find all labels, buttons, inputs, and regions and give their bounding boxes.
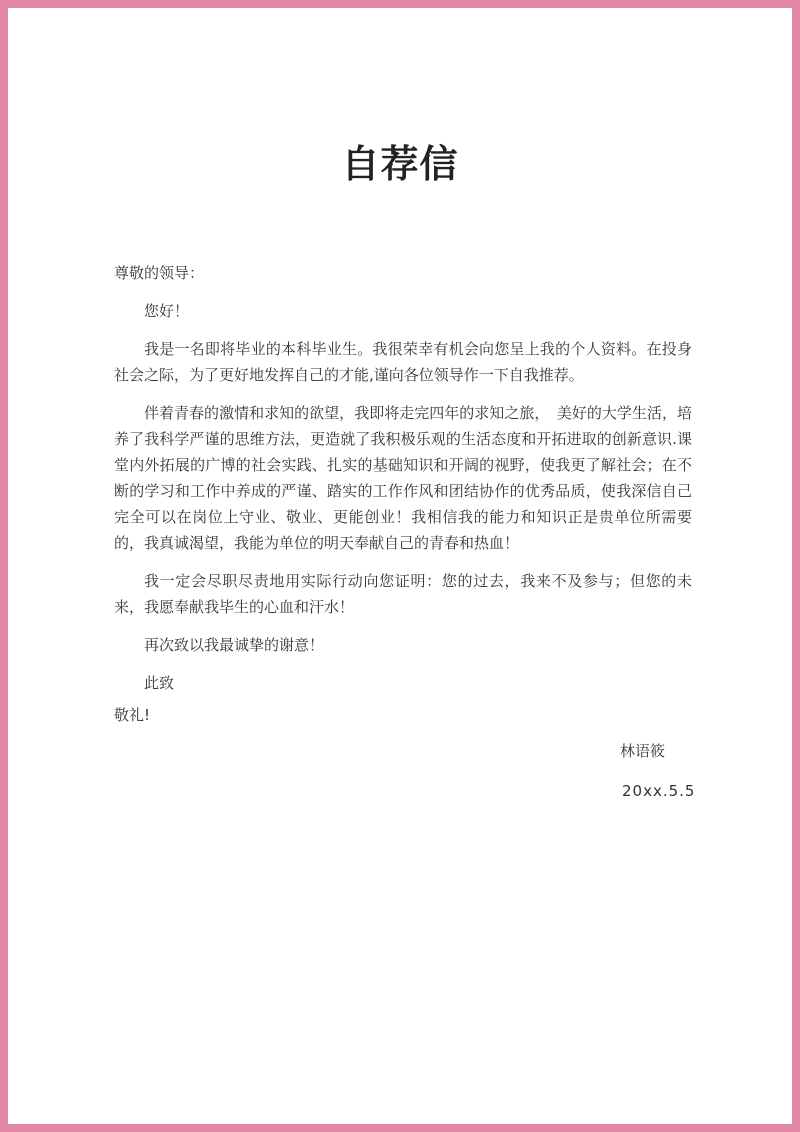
closing-jingli: 敬礼!: [114, 706, 151, 724]
paragraph-thanks: 再次致以我最诚挚的谢意！: [144, 636, 325, 654]
signature-name: 林语筱: [620, 742, 666, 760]
salutation: 尊敬的领导：: [114, 264, 205, 282]
page-title: 自荐信: [341, 142, 459, 186]
paragraph-intro: 我是一名即将毕业的本科毕业生。我很荣幸有机会向您呈上我的个人资料。在投身社会之际，为了更好地发挥自己的才能,谨向各位领导作一下自我推荐。: [114, 340, 692, 384]
closing-cizhi: 此致: [144, 674, 175, 692]
paragraph-commitment: 我一定会尽职尽责地用实际行动向您证明：您的过去，我来不及参与；但您的未来，我愿奉献我毕生的心血和汗水！: [114, 572, 692, 616]
paragraph-experience: 伴着青春的激情和求知的欲望，我即将走完四年的求知之旅， 美好的大学生活，培养了我科学严谨的思维方法，更造就了我积极乐观的生活态度和开拓进取的创新意识.课堂内外拓展的广博的社会实践、扎实的基础知识和开阔的视野，使我更了解社会；在不断的学习和工作中养成的严谨、踏实的工作作风和团结协作的优秀品质，使我深信自己完全可以在岗位上守业、敬业、更能创业！我相信我的能力和知识正是贵单位所需要的，我真诚渴望，我能为单位的明天奉献自己的青春和热血！: [114, 404, 692, 552]
letter-body: [114, 260, 692, 728]
greeting: 您好！: [144, 302, 190, 320]
signature-date: 20xx.5.5: [622, 782, 696, 800]
